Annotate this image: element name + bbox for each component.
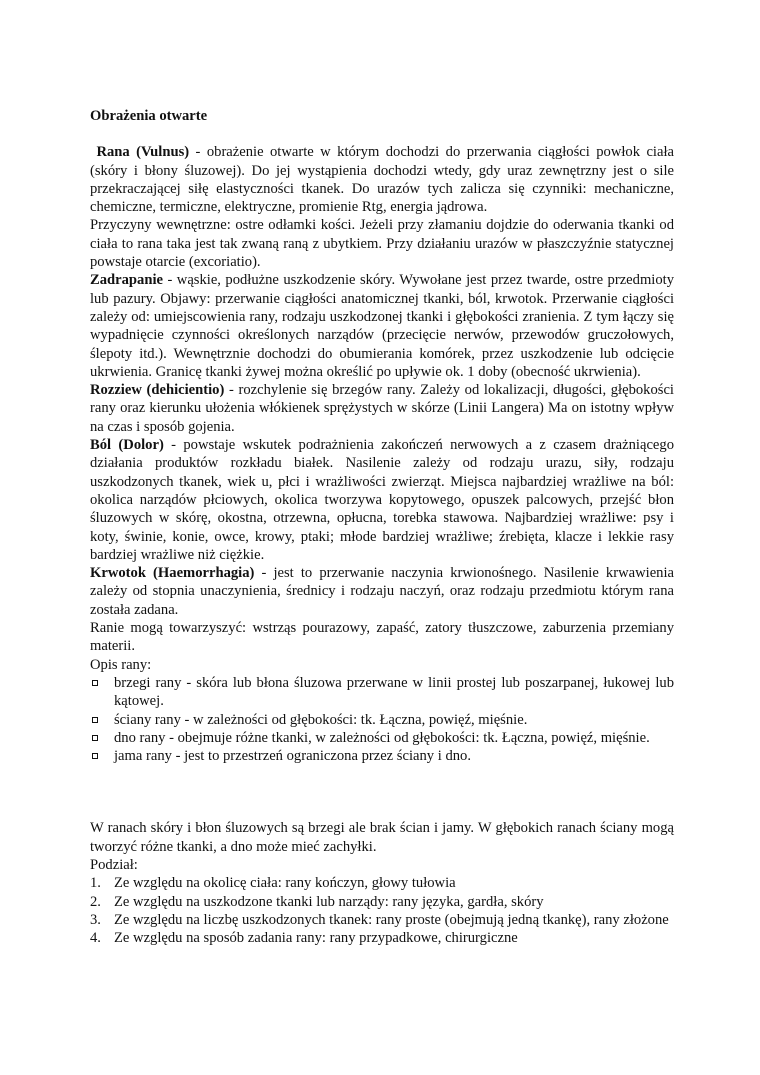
term-bol: Ból (Dolor) — [90, 437, 164, 454]
document-page — [90, 107, 674, 947]
list-item: brzegi rany - skóra lub błona śluzowa przerwane w linii prostej lub poszarpanej, łukowej lub kątowej. — [90, 674, 674, 711]
list-number: 4. — [90, 930, 101, 947]
paragraph-krwotok: Krwotok (Haemorrhagia) - jest to przerwanie naczynia krwionośnego. Nasilenie krwawienia zależy od stopnia unaczynienia, średnicy i rodzaju naczyń, oraz rodzaju przedmiotu którym rana została zadana. — [90, 565, 674, 618]
document-title: Obrażenia otwarte — [90, 108, 208, 124]
vertical-spacer — [90, 765, 674, 819]
paragraph-przyczyny: Przyczyny wewnętrzne: ostre odłamki kości. Jeżeli przy złamaniu dojdzie do oderwania tkanki od ciała to rana taka jest tak zwaną raną z ubytkiem. Przy działaniu urazów w płaszczyźnie statycznej powstaje otarcie (excoriatio). — [90, 217, 674, 271]
paragraph-zadrapanie: Zadrapanie - wąskie, podłużne uszkodzenie skóry. Wywołane jest przez twarde, ostre przedmioty lub pazury. Objawy: przerwanie ciągłości anatomicznej tkanki, ból, krwotok. Przerwanie ciągłości zależy od: umiejscowienia rany, rodzaju uszkodzonej tkanki i głębokości zranienia. Z tym łączy się wypadnięcie czynności określonych narządów (przecięcie nerwów, przewodów gruczołowych, ślepoty itd.). Wewnętrznie dochodzi do obumierania komórek, przez uszkodzenie lub odcięcie ukrwienia. Granicę tkanki żywej można określić po upływie ok. 1 doby (obecność ukrwienia). — [90, 272, 674, 380]
paragraph-opis-heading: Opis rany: — [90, 656, 152, 673]
list-number: 2. — [90, 893, 101, 910]
list-item: jama rany - jest to przestrzeń ograniczona przez ściany i dno. — [90, 747, 674, 765]
paragraph-rana: Rana (Vulnus) - obrażenie otwarte w którym dochodzi do przerwania ciągłości powłok ciała (skóry i błony śluzowej). Do jej wystąpienia dochodzi wtedy, gdy uraz zewnętrzny jest o sile przekraczającej siłę elastyczności tkanek. Do urazów tych zalicza się czynniki: mechaniczne, chemiczne, termiczne, elektryczne, promienie Rtg, energia jądrowa. — [90, 144, 674, 216]
list-item: 1. Ze względu na okolicę ciała: rany kończyn, głowy tułowia — [90, 875, 456, 892]
list-item: dno rany - obejmuje różne tkanki, w zależności od głębokości: tk. Łączna, powięź, mięśnie. — [90, 729, 674, 747]
term-zadrapanie: Zadrapanie — [90, 272, 163, 289]
paragraph-rozziew: Rozziew (dehicientio) - rozchylenie się brzegów rany. Zależy od lokalizacji, długości, głębokości rany oraz kierunku ułożenia włókienek sprężystych w skórze (Linii Langera) Ma on istotny wpływ na czas i sposób gojenia. — [90, 382, 674, 435]
paragraph-towarzyszace: Ranie mogą towarzyszyć: wstrząs pourazowy, zapaść, zatory tłuszczowe, zaburzenia przemiany materii. — [90, 620, 674, 655]
list-item: 4. Ze względu na sposób zadania rany: rany przypadkowe, chirurgiczne — [90, 930, 518, 947]
term-rozziew: Rozziew (dehicientio) — [90, 382, 225, 399]
paragraph-bol: Ból (Dolor) - powstaje wskutek podrażnienia zakończeń nerwowych a z czasem drażniącego działania produktów rozkładu białek. Nasilenie zależy od rodzaju urazu, siły, rodzaju uszkodzonych tkanek, wiek u, płci i wrażliwości zwierząt. Miejsca najbardziej wrażliwe na ból: okolica narządów płciowych, okolica tworzywa kopytowego, opuszek palcowych, przejść błon śluzowych w skórę, okostna, otrzewna, opłucna, torebka stawowa. Najbardziej wrażliwe: psy i koty, świnie, konie, owce, krowy, ptaki; młode bardziej wrażliwe; źrebięta, klacze i lekkie rasy bardziej wrażliwe niż ciężkie. — [90, 437, 674, 563]
list-item: ściany rany - w zależności od głębokości: tk. Łączna, powięź, mięśnie. — [90, 711, 674, 729]
list-number: 1. — [90, 875, 101, 892]
list-number: 3. — [90, 911, 101, 928]
list-item: 3. Ze względu na liczbę uszkodzonych tkanek: rany proste (obejmują jedną tkankę), rany złożone — [90, 911, 669, 928]
list-item: 2. Ze względu na uszkodzone tkanki lub narządy: rany języka, gardła, skóry — [90, 893, 544, 910]
opis-rany-list — [90, 674, 674, 765]
paragraph-podzial-heading: Podział: — [90, 856, 138, 873]
term-rana: Rana (Vulnus) — [96, 144, 190, 161]
paragraph-rany-skory: W ranach skóry i błon śluzowych są brzegi ale brak ścian i jamy. W głębokich ranach ściany mogą tworzyć różne tkanki, a dno może mieć zachyłki. — [90, 820, 674, 855]
podzial-list — [90, 874, 674, 947]
term-krwotok: Krwotok (Haemorrhagia) — [90, 565, 255, 582]
